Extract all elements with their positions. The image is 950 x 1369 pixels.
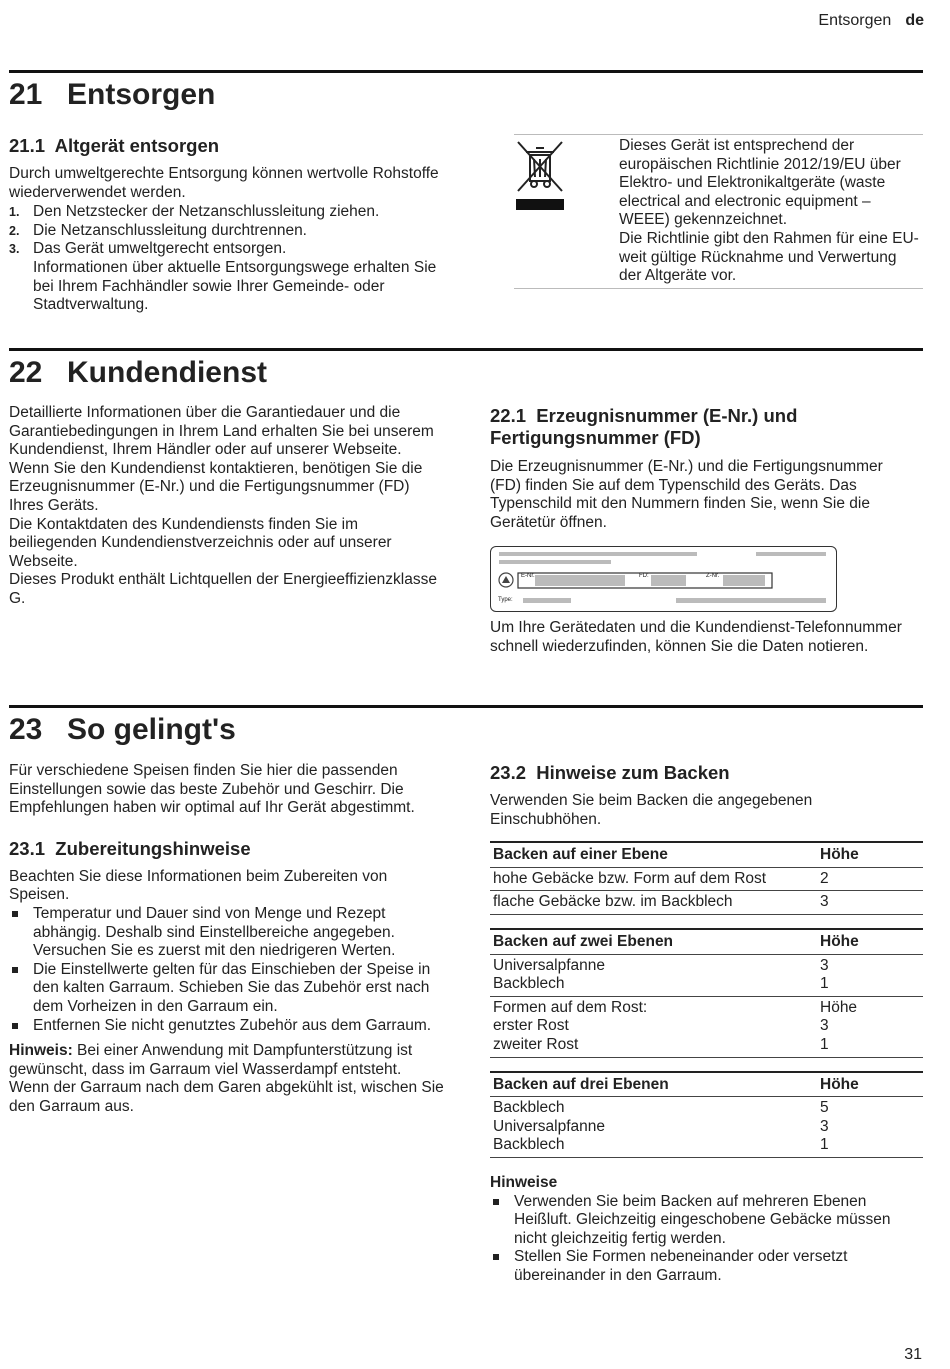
paragraph: Beachten Sie diese Informationen beim Zubereiten von Speisen. <box>9 867 388 904</box>
table-row: flache Gebäcke bzw. im Backblech 3 <box>490 891 923 915</box>
steps-list <box>9 203 449 315</box>
section-22-left <box>9 404 447 609</box>
bullet-list <box>9 905 445 1035</box>
paragraph: Die Erzeugnisnummer (E-Nr.) und die Fertigungsnummer (FD) finden Sie auf dem Typenschild des Geräts. Das Typenschild mit den Nummern finden Sie, wenn Sie die Gerätetür öffnen. <box>490 458 883 531</box>
table-row: hohe Gebäcke bzw. Form auf dem Rost 2 <box>490 867 923 891</box>
weee-notice <box>514 134 923 289</box>
section-23-right <box>490 762 923 1285</box>
paragraph: Dieses Produkt enthält Lichtquellen der Energieeffizienzklasse G. <box>9 571 437 607</box>
section-23-left <box>9 762 445 1117</box>
header-section: Entsorgen <box>818 12 892 29</box>
section-21-left <box>9 135 449 315</box>
paragraph: Detaillierte Informationen über die Garantiedauer und die Garantiebedingungen in Ihrem Land erhalten Sie bei unserem Kundendienst, Ihrem Händler oder auf unserer Webseite. <box>9 404 434 459</box>
list-item: 3. Das Gerät umweltgerecht entsorgen. Informationen über aktuelle Entsorgungswege erhalten Sie bei Ihrem Fachhändler sowie Ihrer Gemeinde- oder Stadtverwaltung. <box>9 240 437 314</box>
section-rule <box>9 70 923 73</box>
baking-table-three-levels <box>490 1071 923 1158</box>
weee-text: Dieses Gerät ist entsprechend der europäischen Richtlinie 2012/19/EU über Elektro- und Elektronikaltgeräte (waste electrical and electronic equipment – WEEE) gekennzeichnet. Die Richtlinie gibt den Rahmen für eine EU-weit gültige Rücknahme und Verwertung der Altgeräte vor. <box>619 137 919 285</box>
section-23-heading: 23 So gelingt's <box>9 713 236 746</box>
table-row: Formen auf dem Rost: erster Rost zweiter Rost Höhe 3 1 <box>490 996 923 1057</box>
plate-type-label: Type: <box>498 597 513 603</box>
section-rule <box>9 705 923 708</box>
list-item: Verwenden Sie beim Backen auf mehreren Ebenen Heißluft. Gleichzeitig eingeschobene Gebäcke müssen nicht gleichzeitig fertig werden. <box>490 1193 923 1249</box>
section-22-heading: 22 Kundendienst <box>9 356 267 389</box>
rating-plate-graphic <box>491 547 836 610</box>
table-header-row: Backen auf drei Ebenen Höhe <box>490 1072 923 1097</box>
subsection-23-2-heading: 23.2 Hinweise zum Backen <box>490 762 730 783</box>
section-22-right <box>490 405 915 532</box>
paragraph: Verwenden Sie beim Backen die angegebenen Einschubhöhen. <box>490 792 813 828</box>
table-row: Universalpfanne Backblech 3 1 <box>490 954 923 996</box>
table-row: Backblech Universalpfanne Backblech 5 3 1 <box>490 1097 923 1158</box>
running-header <box>818 12 924 31</box>
plate-fd-label: FD: <box>639 573 649 579</box>
subsection-22-1-heading: 22.1 Erzeugnisnummer (E-Nr.) und Fertigungsnummer (FD) <box>490 405 798 448</box>
baking-table-one-level <box>490 841 923 915</box>
page-number: 31 <box>904 1346 922 1363</box>
paragraph: Die Kontaktdaten des Kundendiensts finden Sie im beiliegenden Kundendienstverzeichnis oder auf unserer Webseite. <box>9 515 392 570</box>
paragraph: Für verschiedene Speisen finden Sie hier die passenden Einstellungen sowie das beste Zubehör und Geschirr. Die Empfehlungen haben wir optimal auf Ihr Gerät abgestimmt. <box>9 762 415 817</box>
subsection-21-1-heading: 21.1 Altgerät entsorgen <box>9 135 220 156</box>
plate-enr-label: E-Nr. <box>521 573 535 579</box>
baking-table-two-levels <box>490 928 923 1058</box>
bullet-list <box>490 1193 923 1286</box>
list-item: 1. Den Netzstecker der Netzanschlussleitung ziehen. <box>9 203 380 221</box>
section-rule <box>9 348 923 351</box>
section-21-heading: 21 Entsorgen <box>9 78 216 111</box>
paragraph: Durch umweltgerechte Entsorgung können wertvolle Rohstoffe wiederverwendet werden. <box>9 165 439 201</box>
paragraph: Um Ihre Gerätedaten und die Kundendienst-Telefonnummer schnell wiederzufinden, können Sie die Daten notieren. <box>490 619 902 655</box>
list-item: Die Einstellwerte gelten für das Einschieben der Speise in den kalten Garraum. Schieben Sie das Zubehör erst nach dem Vorheizen in den Garraum ein. <box>9 961 445 1017</box>
paragraph: Wenn Sie den Kundendienst kontaktieren, benötigen Sie die Erzeugnisnummer (E-Nr.) und die Fertigungsnummer (FD) Ihres Geräts. <box>9 459 423 514</box>
plate-znr-label: Z-Nr. <box>706 573 720 579</box>
section-22-right-note <box>490 619 915 656</box>
table-header-row: Backen auf zwei Ebenen Höhe <box>490 929 923 954</box>
paragraph: Wenn der Garraum nach dem Garen abgekühlt ist, wischen Sie den Garraum aus. <box>9 1079 444 1115</box>
rating-plate-illustration <box>490 546 837 612</box>
hinweise-title: Hinweise <box>490 1173 558 1191</box>
header-lang: de <box>905 12 924 29</box>
list-item: Stellen Sie Formen nebeneinander oder versetzt übereinander in den Garraum. <box>490 1248 923 1285</box>
table-header-row: Backen auf einer Ebene Höhe <box>490 842 923 867</box>
list-item: 2. Die Netzanschlussleitung durchtrennen. <box>9 221 307 239</box>
list-item: Temperatur und Dauer sind von Menge und Rezept abhängig. Deshalb sind Einstellbereiche angegeben. Versuchen Sie es zuerst mit den niedrigeren Werten. <box>9 905 445 961</box>
list-item: Entfernen Sie nicht genutztes Zubehör aus dem Garraum. <box>9 1017 445 1036</box>
crossed-bin-icon <box>514 137 566 213</box>
subsection-23-1-heading: 23.1 Zubereitungshinweise <box>9 837 251 859</box>
hinweis-paragraph: Hinweis: Bei einer Anwendung mit Dampfunterstützung ist gewünscht, dass im Garraum viel Wasserdampf entsteht. <box>9 1042 413 1078</box>
